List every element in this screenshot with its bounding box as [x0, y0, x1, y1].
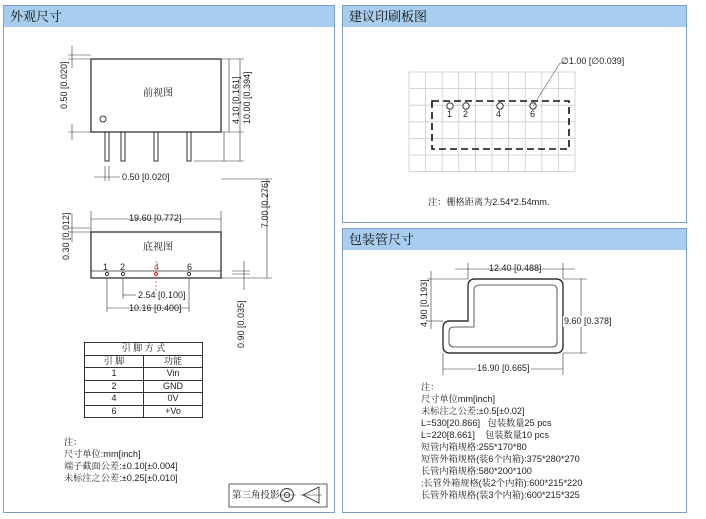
pin-table-cell: 6: [85, 405, 144, 418]
front-view-label: 前视图: [143, 88, 173, 99]
hole-diameter: ∅1.00 [∅0.039]: [561, 56, 625, 66]
pin-table-header: 引 脚: [85, 355, 144, 368]
tube-outline: [443, 279, 563, 353]
tube-note: L=530[20.866] 包装数量25 pcs: [421, 418, 552, 428]
pcb-panel-title: 建议印刷板图: [343, 6, 686, 27]
tube-note: 长管内箱规格:580*200*100: [421, 466, 532, 476]
tube-dim-bottom: 16.90 [0.665]: [477, 363, 530, 373]
bottom-view-label: 底视图: [143, 242, 173, 253]
pcb-pin-number: 1: [447, 109, 453, 119]
pin-table-cell: GND: [144, 380, 203, 393]
dim-pin-width: 0.50 [0.020]: [122, 172, 170, 182]
pcb-drawing: [343, 6, 688, 224]
outline-note: 尺寸单位:mm[inch]: [64, 449, 141, 459]
dim-body-height: 0.50 [0.020]: [59, 61, 69, 109]
outline-panel-title: 外观尺寸: [4, 6, 334, 27]
dim-edge: 0.30 [0.012]: [61, 212, 71, 260]
pin-number: 4: [154, 262, 160, 272]
outline-panel: [3, 5, 335, 513]
pin-table-cell: 4: [85, 393, 144, 406]
pcb-panel: [342, 5, 687, 223]
dim-pin-offset: 0.90 [0.035]: [236, 300, 246, 348]
hole-leader: [533, 63, 560, 106]
outline-drawing: [4, 6, 336, 514]
pin-number: 2: [120, 262, 126, 272]
dim-depth: 7.00 [0.276]: [260, 180, 270, 228]
tube-inner: [449, 285, 557, 347]
pin-table-title: 引 脚 方 式: [85, 343, 203, 356]
tube-dim-top: 12.40 [0.488]: [489, 263, 542, 273]
tube-dim-right: 9.60 [0.378]: [564, 316, 612, 326]
tube-note: 短管外箱规格(装6个内箱):375*280*270: [421, 454, 580, 464]
pcb-pin-number: 4: [496, 109, 502, 119]
outline-note: 注：: [64, 437, 83, 447]
tube-note: 长管外箱规格(装3个内箱):600*215*325: [421, 490, 580, 500]
pin-table-cell: +Vo: [144, 405, 203, 418]
projection-label: 第三角投影: [232, 490, 280, 501]
tube-note: 未标注之公差:±0.5[±0.02]: [421, 406, 525, 416]
tube-note: 尺寸单位mm[inch]: [421, 394, 496, 404]
tube-note: ;长管外箱规格(装2个内箱):600*215*220: [421, 478, 583, 488]
pin-table-cell: 0V: [144, 393, 203, 406]
tube-note: 注：: [421, 382, 440, 392]
dim-span: 10.16 [0.400]: [129, 303, 182, 313]
pin-table-header: 功能: [144, 355, 203, 368]
pin-table: [84, 342, 203, 418]
pcb-pin-number: 2: [463, 109, 469, 119]
outline-note: 未标注之公差:±0.25[±0.010]: [64, 473, 178, 483]
pin-table-cell: 1: [85, 368, 144, 381]
dim-pitch: 2.54 [0.100]: [138, 290, 186, 300]
dim-module-width: 19.60 [0.772]: [129, 213, 182, 223]
pcb-pin-number: 6: [530, 109, 536, 119]
tube-dim-left: 4.90 [0.193]: [419, 279, 429, 327]
pin-table-cell: Vin: [144, 368, 203, 381]
pin-number: 1: [103, 262, 109, 272]
tube-panel: [342, 228, 687, 513]
tube-note: L=220[8.661] 包装数量10 pcs: [421, 430, 549, 440]
outline-note: 端子截面公差:±0.10[±0.004]: [64, 461, 178, 471]
pin-table-cell: 2: [85, 380, 144, 393]
pcb-note: 注：栅格距离为2.54*2.54mm.: [428, 197, 550, 207]
pin-number: 6: [187, 262, 193, 272]
dim-total-height: 10.00 [0.394]: [242, 71, 252, 124]
tube-panel-title: 包装管尺寸: [343, 229, 686, 250]
tube-note: 短管内箱规格:255*170*80: [421, 442, 527, 452]
dim-pin-height: 4.10 [0.161]: [231, 76, 241, 124]
